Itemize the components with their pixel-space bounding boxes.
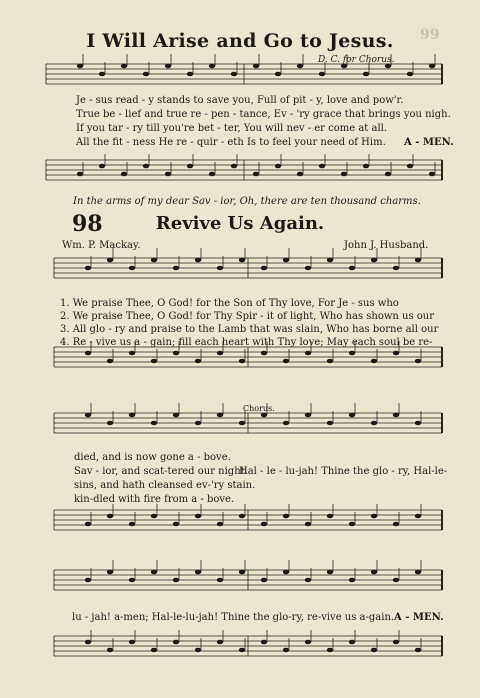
note-head: [107, 514, 113, 519]
note-head: [371, 570, 377, 575]
note-head: [283, 648, 289, 653]
note-head: [173, 640, 179, 645]
note-head: [231, 164, 237, 169]
note-head: [305, 413, 311, 418]
note-head: [107, 570, 113, 575]
note-head: [239, 421, 245, 426]
note-head: [371, 258, 377, 263]
note-head: [275, 164, 281, 169]
note-head: [107, 258, 113, 263]
note-head: [85, 640, 91, 645]
note-head: [173, 413, 179, 418]
note-head: [121, 64, 127, 69]
note-head: [143, 72, 149, 77]
hymn-top-verse-2: True be - lief and true re - pen - tance, Ev - 'ry grace that brings you nigh.: [76, 109, 451, 120]
note-head: [319, 72, 325, 77]
chorus-text: Hal - le - lu-jah! Thine the glo - ry, Hal-le-: [239, 466, 448, 477]
note-head: [239, 359, 245, 364]
note-head: [151, 359, 157, 364]
note-head: [415, 570, 421, 575]
note-head: [107, 648, 113, 653]
note-head: [129, 266, 135, 271]
note-head: [305, 266, 311, 271]
note-head: [349, 640, 355, 645]
hymn-top-chorus-line: In the arms of my dear Sav - ior, Oh, there are ten thousand charms.: [73, 196, 421, 207]
note-head: [349, 522, 355, 527]
page-number: 99: [420, 27, 440, 43]
note-head: [99, 164, 105, 169]
note-head: [217, 266, 223, 271]
note-head: [129, 640, 135, 645]
chorus-label: Chorus.: [243, 404, 275, 413]
verse-2: 2. We praise Thee, O God! for Thy Spir - it of light, Who has shown us our: [60, 311, 435, 322]
note-head: [393, 640, 399, 645]
note-head: [253, 64, 259, 69]
note-head: [173, 522, 179, 527]
note-head: [261, 351, 267, 356]
note-head: [393, 351, 399, 356]
note-head: [151, 514, 157, 519]
note-head: [129, 522, 135, 527]
note-head: [239, 514, 245, 519]
note-head: [129, 578, 135, 583]
note-head: [371, 648, 377, 653]
note-head: [173, 351, 179, 356]
note-head: [385, 172, 391, 177]
final-amen: A - MEN.: [394, 612, 444, 623]
hymn-top-amen: A - MEN.: [404, 137, 454, 148]
note-head: [327, 359, 333, 364]
note-head: [415, 258, 421, 263]
verse-4: 4. Re - vive us a - gain; fill each heart with Thy love; May each soul be re-: [60, 337, 433, 348]
note-head: [341, 172, 347, 177]
note-head: [99, 72, 105, 77]
note-head: [297, 172, 303, 177]
note-head: [415, 359, 421, 364]
words-author: Wm. P. Mackay.: [62, 240, 141, 251]
hymn-top-verse-3: If you tar - ry till you're bet - ter, You will nev - er come at all.: [76, 123, 388, 134]
note-head: [415, 514, 421, 519]
note-head: [129, 413, 135, 418]
note-head: [429, 172, 435, 177]
note-head: [283, 514, 289, 519]
note-head: [327, 570, 333, 575]
note-head: [165, 172, 171, 177]
note-head: [327, 258, 333, 263]
note-head: [85, 522, 91, 527]
note-head: [305, 351, 311, 356]
note-head: [151, 648, 157, 653]
note-head: [129, 351, 135, 356]
note-head: [217, 578, 223, 583]
note-head: [77, 172, 83, 177]
note-head: [239, 570, 245, 575]
note-head: [195, 570, 201, 575]
note-head: [319, 164, 325, 169]
verse-ending-1: died, and is now gone a - bove.: [74, 452, 231, 463]
note-head: [195, 421, 201, 426]
note-head: [407, 72, 413, 77]
note-head: [305, 578, 311, 583]
note-head: [363, 72, 369, 77]
note-head: [209, 64, 215, 69]
verse-1: 1. We praise Thee, O God! for the Son of Thy love, For Je - sus who: [60, 298, 399, 309]
final-chorus-line: lu - jah! a-men; Hal-le-lu-jah! Thine the glo-ry, re-vive us a-gain.: [72, 612, 395, 623]
note-head: [349, 578, 355, 583]
note-head: [349, 351, 355, 356]
note-head: [283, 570, 289, 575]
note-head: [297, 64, 303, 69]
note-head: [327, 648, 333, 653]
note-head: [393, 522, 399, 527]
note-head: [305, 522, 311, 527]
note-head: [165, 64, 171, 69]
note-head: [217, 640, 223, 645]
note-head: [305, 640, 311, 645]
note-head: [107, 421, 113, 426]
note-head: [363, 164, 369, 169]
note-head: [173, 578, 179, 583]
note-head: [231, 72, 237, 77]
note-head: [261, 578, 267, 583]
hymn-top-verse-1: Je - sus read - y stands to save you, Full of pit - y, love and pow'r.: [76, 95, 404, 106]
note-head: [415, 648, 421, 653]
hymn-top-title: I Will Arise and Go to Jesus.: [86, 30, 394, 52]
verse-ending-2: Sav - ior, and scat-tered our night.: [74, 466, 248, 477]
note-head: [261, 413, 267, 418]
verse-ending-4: kin-dled with fire from a - bove.: [74, 494, 235, 505]
note-head: [151, 570, 157, 575]
note-head: [77, 64, 83, 69]
note-head: [349, 266, 355, 271]
note-head: [371, 514, 377, 519]
note-head: [217, 413, 223, 418]
hymn-title: Revive Us Again.: [155, 213, 325, 234]
note-head: [187, 164, 193, 169]
note-head: [239, 648, 245, 653]
verse-ending-3: sins, and hath cleansed ev-'ry stain.: [74, 480, 256, 491]
music-composer: John J. Husband.: [344, 240, 429, 251]
note-head: [195, 514, 201, 519]
note-head: [261, 266, 267, 271]
note-head: [275, 72, 281, 77]
note-head: [239, 258, 245, 263]
note-head: [283, 258, 289, 263]
note-head: [393, 578, 399, 583]
note-head: [107, 359, 113, 364]
note-head: [429, 64, 435, 69]
note-head: [173, 266, 179, 271]
note-head: [187, 72, 193, 77]
note-head: [327, 514, 333, 519]
note-head: [195, 359, 201, 364]
note-head: [261, 522, 267, 527]
note-head: [283, 359, 289, 364]
da-capo-direction: D. C. for Chorus.: [318, 55, 395, 65]
note-head: [253, 172, 259, 177]
note-head: [143, 164, 149, 169]
note-head: [393, 266, 399, 271]
note-head: [407, 164, 413, 169]
note-head: [85, 351, 91, 356]
note-head: [217, 522, 223, 527]
note-head: [349, 413, 355, 418]
note-head: [85, 578, 91, 583]
note-head: [151, 421, 157, 426]
note-head: [151, 258, 157, 263]
note-head: [195, 258, 201, 263]
note-head: [85, 266, 91, 271]
verse-3: 3. All glo - ry and praise to the Lamb that was slain, Who has borne all our: [60, 324, 439, 335]
note-head: [217, 351, 223, 356]
hymn-top-verse-4: All the fit - ness He re - quir - eth Is to feel your need of Him.: [76, 137, 386, 148]
note-head: [283, 421, 289, 426]
note-head: [195, 648, 201, 653]
note-head: [327, 421, 333, 426]
note-head: [371, 359, 377, 364]
hymn-number: 98: [72, 211, 103, 237]
note-head: [393, 413, 399, 418]
note-head: [371, 421, 377, 426]
note-head: [209, 172, 215, 177]
note-head: [261, 640, 267, 645]
note-head: [415, 421, 421, 426]
note-head: [85, 413, 91, 418]
note-head: [121, 172, 127, 177]
